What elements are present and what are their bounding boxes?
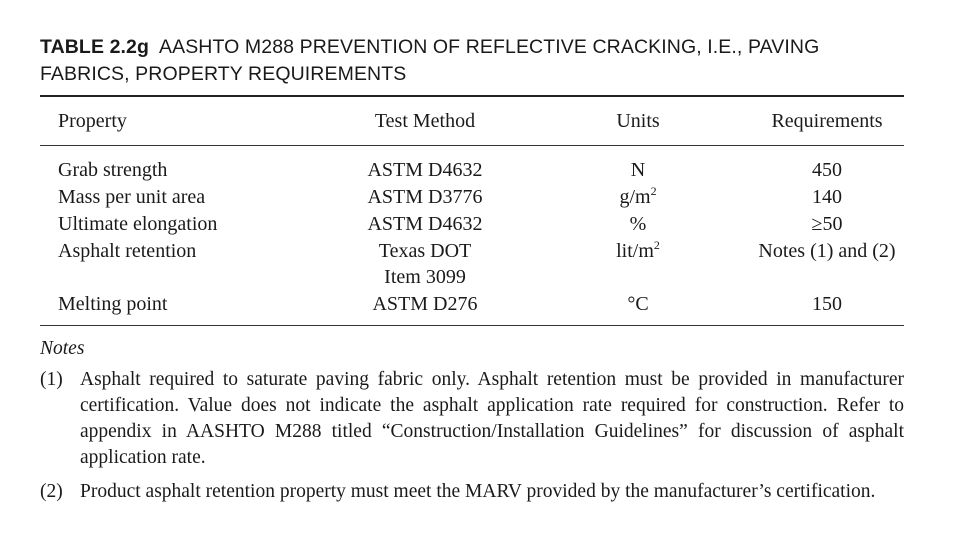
table-notes [40, 336, 904, 513]
table-caption [40, 34, 904, 88]
row-elongation-unit: % [629, 213, 647, 235]
row-grab-strength-property: Grab strength [58, 159, 168, 181]
row-melting-point-requirement: 150 [812, 293, 842, 315]
row-melting-point-test: ASTM D276 [372, 293, 478, 315]
notes-title: Notes [40, 338, 85, 359]
row-asphalt-retention-test: Texas DOT [378, 240, 472, 262]
table-bottom-rule [40, 325, 904, 326]
row-grab-strength-test: ASTM D4632 [367, 159, 483, 181]
column-header-test-method: Test Method [374, 110, 476, 132]
column-header-property: Property [58, 110, 127, 132]
row-elongation-property: Ultimate elongation [58, 213, 218, 235]
note-1 [40, 367, 904, 471]
row-asphalt-retention-property: Asphalt retention [58, 240, 197, 262]
row-mass-property: Mass per unit area [58, 186, 206, 208]
document-page [40, 34, 904, 502]
column-header-units: Units [616, 110, 660, 132]
note-1-number: (1) [40, 369, 63, 390]
table-top-rule [40, 95, 904, 97]
row-elongation-requirement: ≥50 [811, 213, 843, 235]
table-title-line-2: FABRICS, PROPERTY REQUIREMENTS [40, 63, 407, 85]
row-mass-unit: $g/m^2$ [619, 184, 657, 208]
row-asphalt-retention-requirement: Notes (1) and (2) [758, 240, 896, 262]
row-mass-test: ASTM D3776 [367, 186, 483, 208]
row-grab-strength-unit: N [630, 159, 646, 181]
table-title-line-1: AASHTO M288 PREVENTION OF REFLECTIVE CRACKING, I.E., PAVING [158, 36, 820, 58]
row-asphalt-retention-test-line-2: Item 3099 [384, 266, 466, 288]
column-header-requirements: Requirements [771, 110, 883, 132]
row-asphalt-retention-unit: lit/$m^2$ [616, 238, 660, 262]
note-2 [40, 479, 904, 505]
row-elongation-test: ASTM D4632 [367, 213, 483, 235]
note-2-text: Product asphalt retention property must meet the MARV provided by the manufacturer’s certification. [80, 481, 876, 502]
row-grab-strength-requirement: 450 [812, 159, 842, 181]
row-mass-requirement: 140 [812, 186, 842, 208]
note-2-number: (2) [40, 481, 63, 502]
caption-line-1 [40, 34, 904, 61]
row-melting-point-property: Melting point [58, 293, 168, 315]
note-1-text: Asphalt required to saturate paving fabric only. Asphalt retention must be provided in manufacturer certification. Value does not indicate the asphalt application rate required for construction. Refer to appendix in AASHTO M288 titled “Construction/Installation Guidelines” for discussion of asphalt application rate. [80, 369, 904, 468]
table-label: TABLE 2.2g [40, 36, 149, 58]
header-rule [40, 145, 904, 146]
row-melting-point-unit: °C [627, 293, 649, 315]
